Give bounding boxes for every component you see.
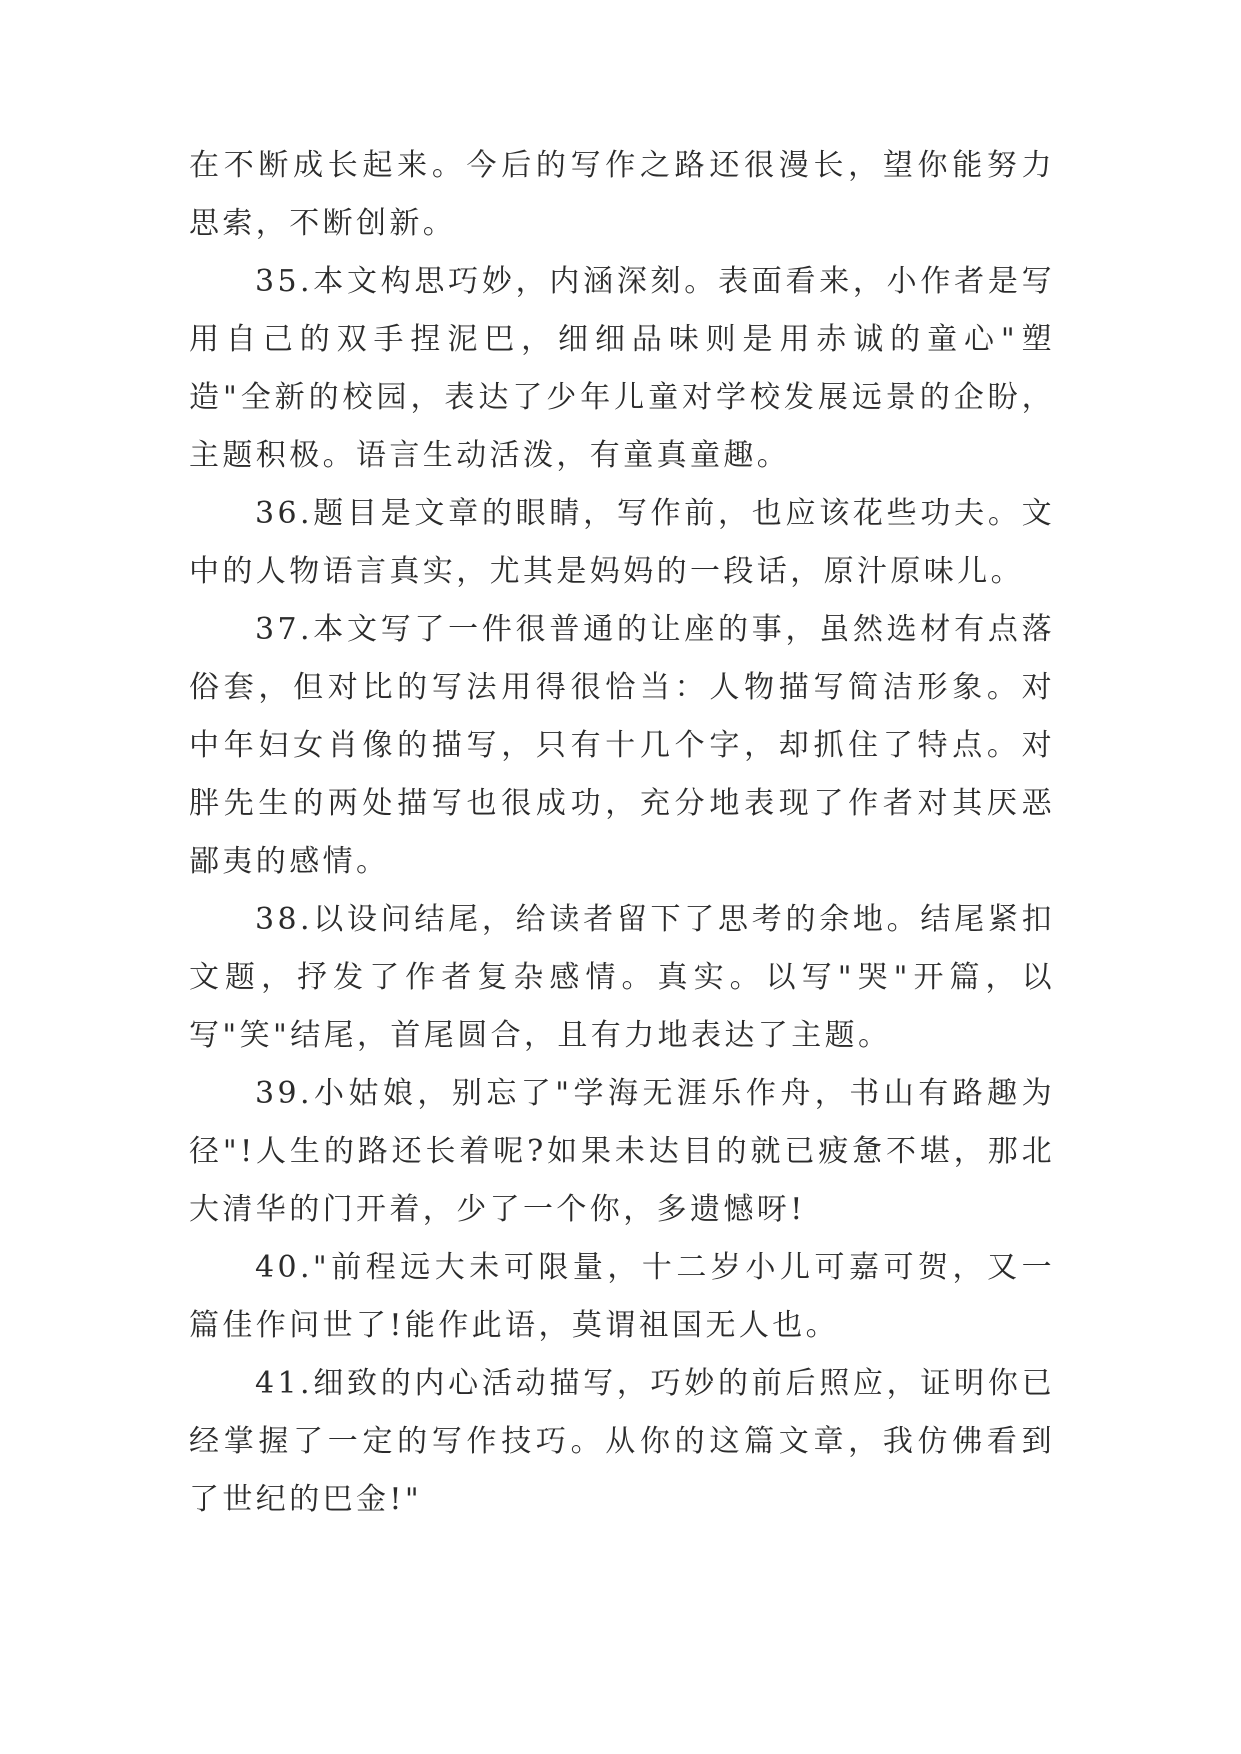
paragraph-35: 35.本文构思巧妙，内涵深刻。表面看来，小作者是写用自己的双手捏泥巴，细细品味则是用赤诚的童心"塑造"全新的校园，表达了少年儿童对学校发展远景的企盼，主题积极。语言生动活泼，有童真童趣。 bbox=[189, 264, 1055, 473]
paragraph-41: 41.细致的内心活动描写，巧妙的前后照应，证明你已经掌握了一定的写作技巧。从你的这篇文章，我仿佛看到了世纪的巴金!" bbox=[189, 1366, 1055, 1517]
paragraph-continuation: 在不断成长起来。今后的写作之路还很漫长，望你能努力思索，不断创新。 bbox=[189, 148, 1055, 241]
paragraph-40: 40."前程远大未可限量，十二岁小儿可嘉可贺，又一篇佳作问世了!能作此语，莫谓祖国无人也。 bbox=[189, 1250, 1055, 1343]
paragraph-38: 38.以设问结尾，给读者留下了思考的余地。结尾紧扣文题，抒发了作者复杂感情。真实。以写"哭"开篇，以写"笑"结尾，首尾圆合，且有力地表达了主题。 bbox=[189, 902, 1055, 1053]
paragraph-37: 37.本文写了一件很普通的让座的事，虽然选材有点落俗套，但对比的写法用得很恰当：人物描写简洁形象。对中年妇女肖像的描写，只有十几个字，却抓住了特点。对胖先生的两处描写也很成功，充分地表现了作者对其厌恶鄙夷的感情。 bbox=[189, 612, 1055, 879]
paragraph-36: 36.题目是文章的眼睛，写作前，也应该花些功夫。文中的人物语言真实，尤其是妈妈的一段话，原汁原味儿。 bbox=[189, 496, 1055, 589]
document-body bbox=[189, 137, 1055, 1529]
paragraph-39: 39.小姑娘，别忘了"学海无涯乐作舟，书山有路趣为径"!人生的路还长着呢?如果未达目的就已疲惫不堪，那北大清华的门开着，少了一个你，多遗憾呀! bbox=[189, 1076, 1055, 1227]
